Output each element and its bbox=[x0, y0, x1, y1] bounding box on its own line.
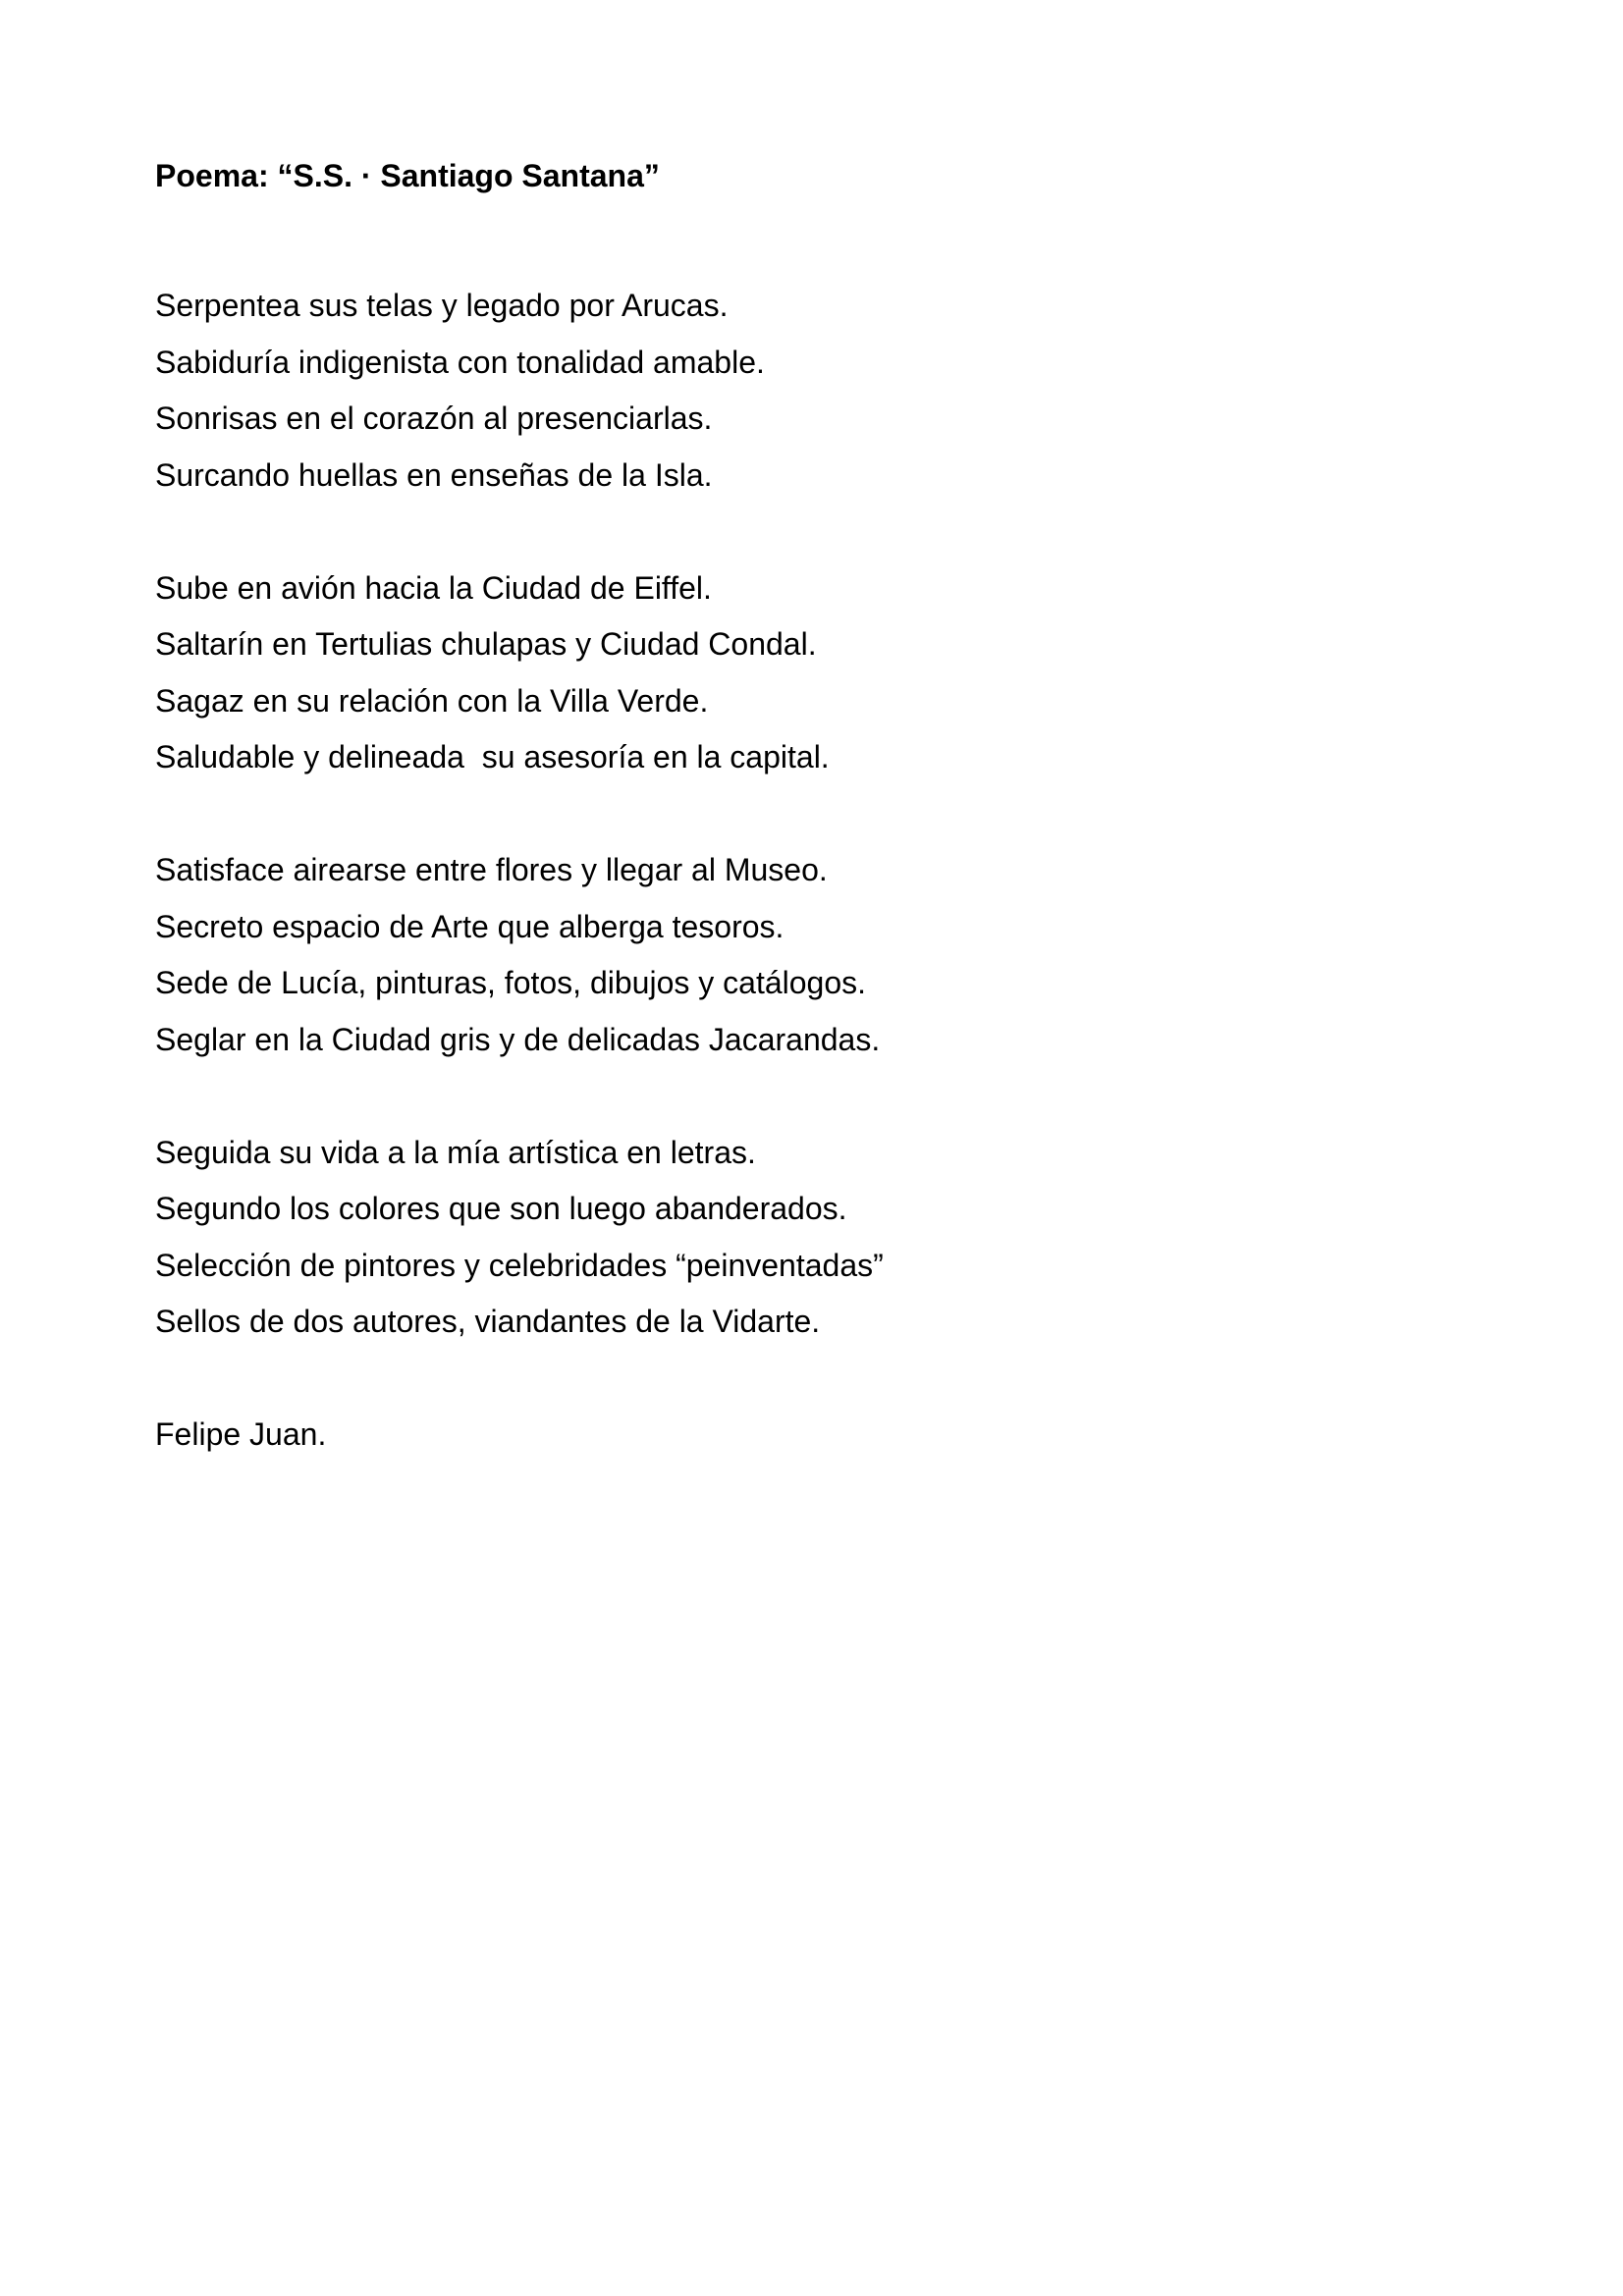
poem-line: Segundo los colores que son luego abanderados. bbox=[155, 1191, 847, 1226]
stanza-3 bbox=[155, 842, 1481, 1068]
poem-line: Sabiduría indigenista con tonalidad amable. bbox=[155, 344, 765, 380]
poem-line: Seguida su vida a la mía artística en letras. bbox=[155, 1134, 756, 1170]
poem-line: Satisface airearse entre flores y llegar al Museo. bbox=[155, 852, 828, 887]
stanza-2 bbox=[155, 561, 1481, 786]
poem-line: Saludable y delineada su asesoría en la capital. bbox=[155, 739, 830, 774]
poem-line: Sellos de dos autores, viandantes de la Vidarte. bbox=[155, 1304, 821, 1339]
stanza-spacer bbox=[155, 786, 1481, 843]
author-signature: Felipe Juan. bbox=[155, 1416, 327, 1452]
poem-line: Serpentea sus telas y legado por Arucas. bbox=[155, 288, 729, 323]
stanza-spacer bbox=[155, 1351, 1481, 1408]
stanza-spacer bbox=[155, 1068, 1481, 1125]
poem-title: Poema: “S.S. · Santiago Santana” bbox=[155, 158, 660, 193]
title-spacer bbox=[155, 199, 1481, 278]
poem-line: Sube en avión hacia la Ciudad de Eiffel. bbox=[155, 569, 712, 606]
poem-line: Sagaz en su relación con la Villa Verde. bbox=[155, 682, 709, 719]
stanza-4 bbox=[155, 1125, 1481, 1351]
poem-line: Sede de Lucía, pinturas, fotos, dibujos y catálogos. bbox=[155, 965, 867, 1000]
poem-line: Surcando huellas en enseñas de la Isla. bbox=[155, 456, 713, 493]
stanza-spacer bbox=[155, 504, 1481, 561]
poem-line: Secreto espacio de Arte que alberga tesoros. bbox=[155, 908, 784, 944]
poem-document bbox=[155, 152, 1481, 1464]
poem-line: Saltarín en Tertulias chulapas y Ciudad Condal. bbox=[155, 626, 817, 662]
poem-line: Selección de pintores y celebridades “peinventadas” bbox=[155, 1247, 884, 1283]
poem-line: Seglar en la Ciudad gris y de delicadas Jacarandas. bbox=[155, 1021, 881, 1057]
poem-line: Sonrisas en el corazón al presenciarlas. bbox=[155, 400, 713, 436]
stanza-1 bbox=[155, 278, 1481, 504]
